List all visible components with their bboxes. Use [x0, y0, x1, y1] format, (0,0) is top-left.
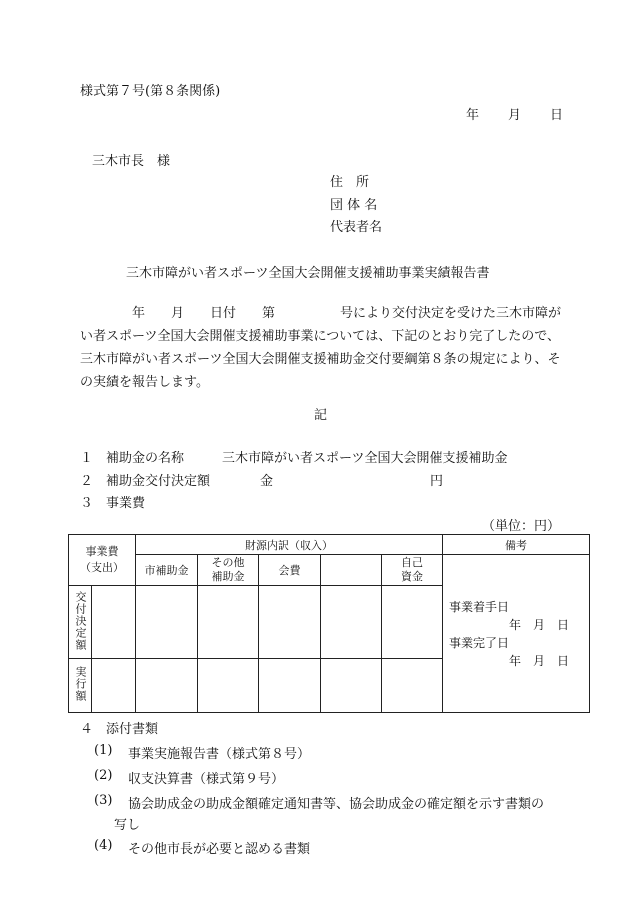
item3-number: ３ — [80, 496, 94, 511]
form-number: 様式第７号(第８条関係) — [80, 84, 221, 99]
item1-value: 三木市障がい者スポーツ全国大会開催支援補助金 — [222, 451, 508, 466]
attachment-3-number: (3) — [94, 793, 113, 808]
decided-own-cell — [382, 586, 443, 659]
expense-header: 事業費 （支出） — [69, 535, 136, 586]
group-name-label: 団 体 名 — [330, 198, 378, 213]
remarks-header: 備考 — [443, 535, 590, 555]
actual-subsidy-cell — [136, 659, 198, 713]
item3-label: 事業費 — [106, 496, 146, 511]
item2-number: ２ — [80, 474, 94, 489]
attachment-4-number: (4) — [94, 838, 113, 853]
col-city-subsidy: 市補助金 — [136, 555, 198, 586]
document-title: 三木市障がい者スポーツ全国大会開催支援補助事業実績報告書 — [126, 266, 490, 281]
actual-blank-cell — [321, 659, 382, 713]
actual-fees-cell — [259, 659, 321, 713]
representative-label: 代表者名 — [330, 220, 383, 235]
row-decided-text: 交付決定額 — [74, 590, 87, 651]
decided-fees-cell — [259, 586, 321, 659]
item2-yen: 円 — [430, 474, 444, 489]
row-decided-label — [69, 586, 92, 659]
col-other-subsidy: その他 補助金 — [198, 555, 259, 586]
attachment-3-text: 協会助成金の助成金額確定通知書等、協会助成金の確定額を示す書類の — [128, 797, 545, 812]
attachment-3-continuation: 写し — [114, 818, 141, 833]
body-text: 年 月 日付 第 号により交付決定を受けた三木市障がい者スポーツ全国大会開催支援補助事業については、下記のとおり完了したので、三木市障がい者スポーツ全国大会開催支援補助金交付要綱第８条の規定により、その実績を報告します。 — [80, 306, 562, 390]
attachments-heading: 添付書類 — [106, 722, 159, 737]
revenue-header: 財源内訳（収入） — [136, 535, 443, 555]
decided-subsidy-cell — [136, 586, 198, 659]
address-label: 住 所 — [330, 175, 370, 190]
remarks-start-date: 年 月 日 — [509, 617, 570, 632]
row-actual-label — [69, 659, 92, 713]
decided-other-cell — [198, 586, 259, 659]
attachment-4-text: その他市長が必要と認める書類 — [128, 842, 311, 857]
item1-label: 補助金の名称 — [106, 451, 185, 466]
decided-expense-cell — [92, 586, 136, 659]
addressee: 三木市長 様 — [92, 154, 171, 169]
attachment-1-text: 事業実施報告書（様式第８号） — [128, 747, 311, 762]
decided-blank-cell — [321, 586, 382, 659]
actual-other-cell — [198, 659, 259, 713]
col-blank — [321, 555, 382, 586]
actual-expense-cell — [92, 659, 136, 713]
unit-label: （単位：円） — [482, 519, 561, 534]
attachment-1-number: (1) — [94, 743, 113, 758]
item2-kin: 金 — [260, 474, 274, 489]
remarks-cell — [443, 555, 590, 713]
ki-heading: 記 — [314, 408, 328, 423]
attachment-2-text: 収支決算書（様式第９号） — [128, 772, 285, 787]
attachments-number: ４ — [80, 722, 94, 737]
remarks-start-label: 事業着手日 — [449, 599, 510, 614]
attachment-2-number: (2) — [94, 768, 113, 783]
expense-table — [68, 534, 590, 713]
body-paragraph — [80, 302, 570, 394]
remarks-end-label: 事業完了日 — [449, 635, 510, 650]
item2-label: 補助金交付決定額 — [106, 474, 211, 489]
remarks-end-date: 年 月 日 — [509, 653, 570, 668]
actual-own-cell — [382, 659, 443, 713]
row-actual-text: 実行額 — [74, 666, 87, 702]
date-line: 年 月 日 — [466, 108, 565, 123]
item1-number: １ — [80, 451, 94, 466]
col-own-funds: 自己 資金 — [382, 555, 443, 586]
col-fees: 会費 — [259, 555, 321, 586]
